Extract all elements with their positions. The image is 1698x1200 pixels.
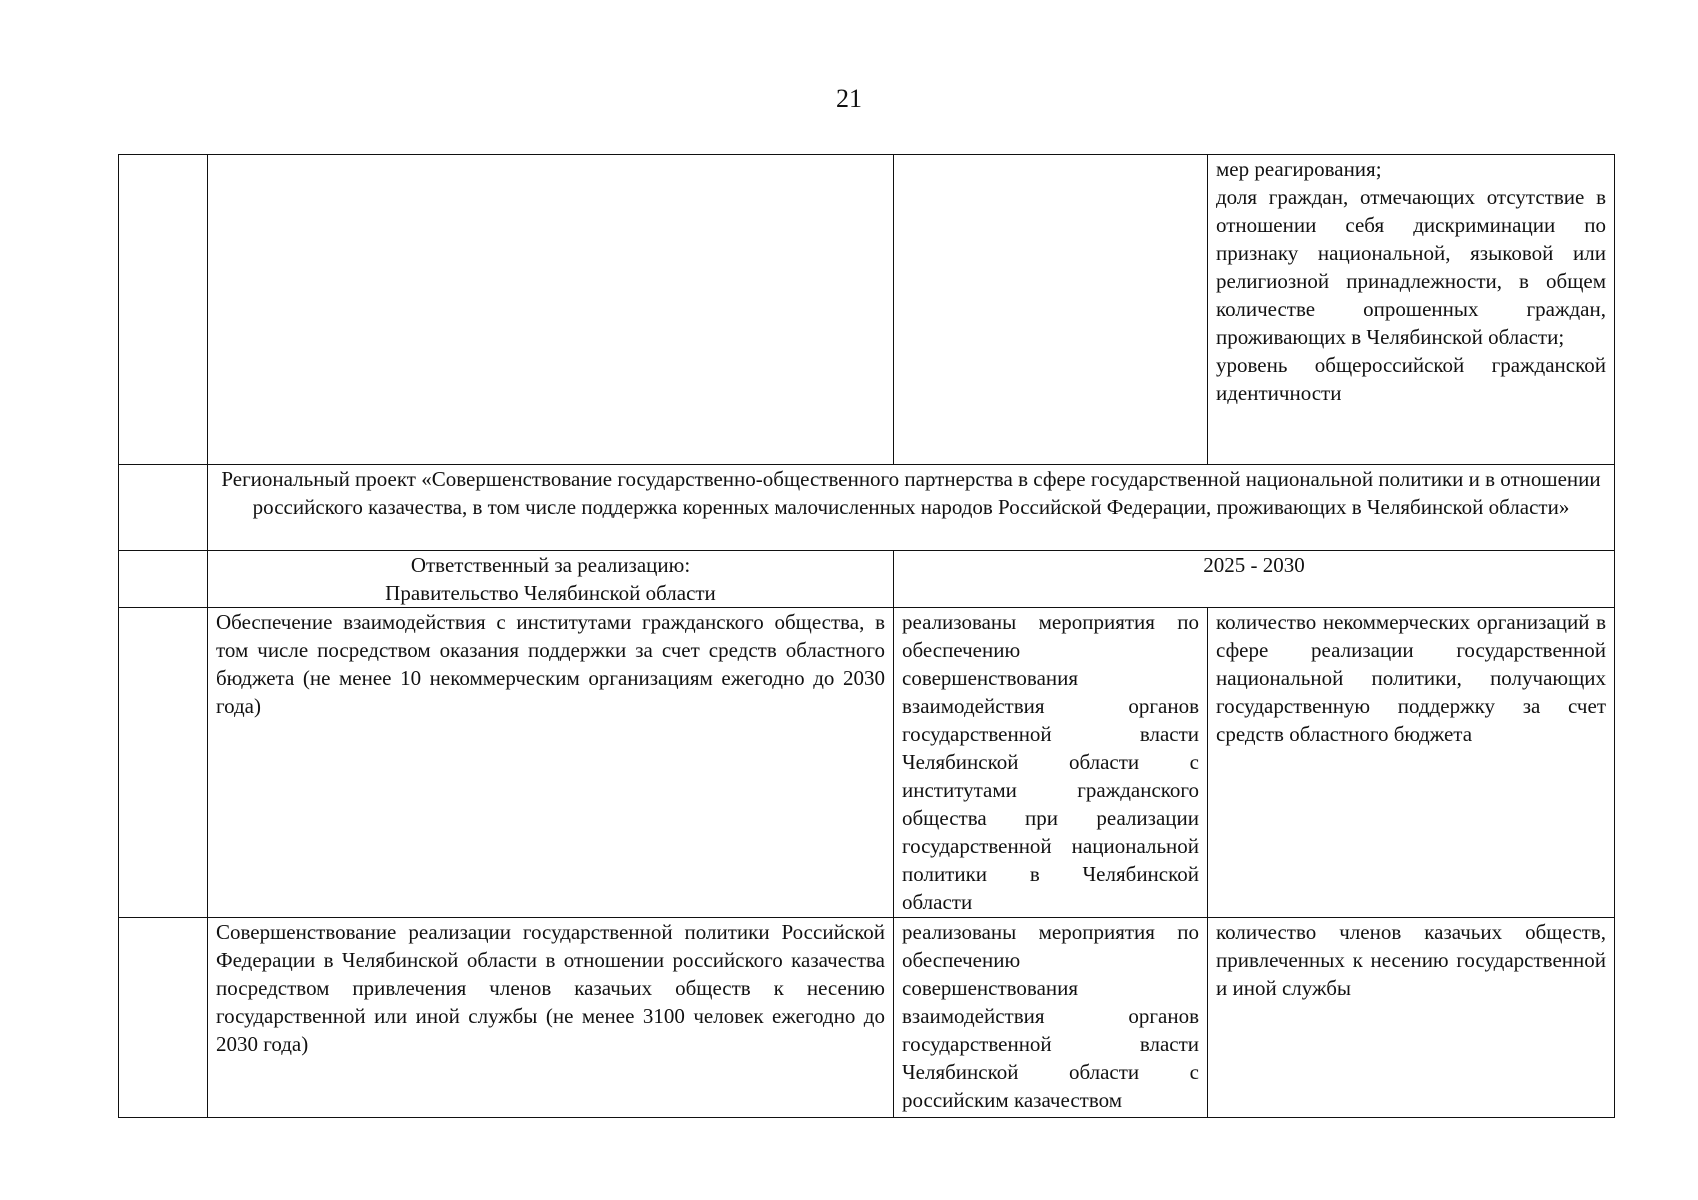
indicator-text: уровень общероссийской гражданской идентичности — [1216, 353, 1606, 405]
indicator-text: доля граждан, отмечающих отсутствие в отношении себя дискриминации по признаку национальной, языковой или религиозной принадлежности, в общем количестве опрошенных граждан, проживающих в Челябинской области; — [1216, 185, 1606, 349]
responsible-name: Правительство Челябинской области — [385, 581, 716, 605]
indicator-cell: количество некоммерческих организаций в сфере реализации государственной национальной политики, получающих государственную поддержку за счет средств областного бюджета — [1208, 608, 1615, 918]
table-row-continuation — [119, 155, 1615, 465]
table-row — [119, 918, 1615, 1118]
effect-cell — [894, 155, 1208, 465]
effect-cell: реализованы мероприятия по обеспечению совершенствования взаимодействия органов государственной власти Челябинской области с российским казачеством — [894, 918, 1208, 1118]
indicator-text: мер реагирования; — [1216, 157, 1382, 181]
responsible-cell — [208, 551, 894, 608]
table-row — [119, 608, 1615, 918]
effect-cell: реализованы мероприятия по обеспечению совершенствования взаимодействия органов государственной власти Челябинской области с институтами гражданского общества при реализации государственной национальной политики в Челябинской области — [894, 608, 1208, 918]
indicator-cell — [1208, 155, 1615, 465]
number-cell — [119, 608, 208, 918]
page-number: 21 — [836, 84, 862, 113]
indicator-cell: количество членов казачьих обществ, привлеченных к несению государственной и иной службы — [1208, 918, 1615, 1118]
task-cell — [208, 155, 894, 465]
table-row-responsible — [119, 551, 1615, 608]
number-cell — [119, 465, 208, 551]
period-cell: 2025 - 2030 — [894, 551, 1615, 608]
number-cell — [119, 918, 208, 1118]
task-cell: Совершенствование реализации государственной политики Российской Федерации в Челябинской области в отношении российского казачества посредством привлечения членов казачьих обществ к несению государственной или иной службы (не менее 3100 человек ежегодно до 2030 года) — [208, 918, 894, 1118]
responsible-label: Ответственный за реализацию: — [410, 553, 691, 577]
number-cell — [119, 155, 208, 465]
task-cell: Обеспечение взаимодействия с институтами гражданского общества, в том числе посредством оказания поддержки за счет средств областного бюджета (не менее 10 некоммерческим организациям ежегодно до 2030 года) — [208, 608, 894, 918]
number-cell — [119, 551, 208, 608]
program-table — [118, 154, 1615, 1118]
project-title: Региональный проект «Совершенствование государственно-общественного партнерства в сфере государственной национальной политики и в отношении российского казачества, в том числе поддержка коренных малочисленных народов Российской Федерации, проживающих в Челябинской области» — [208, 465, 1615, 551]
table-row-project-title — [119, 465, 1615, 551]
